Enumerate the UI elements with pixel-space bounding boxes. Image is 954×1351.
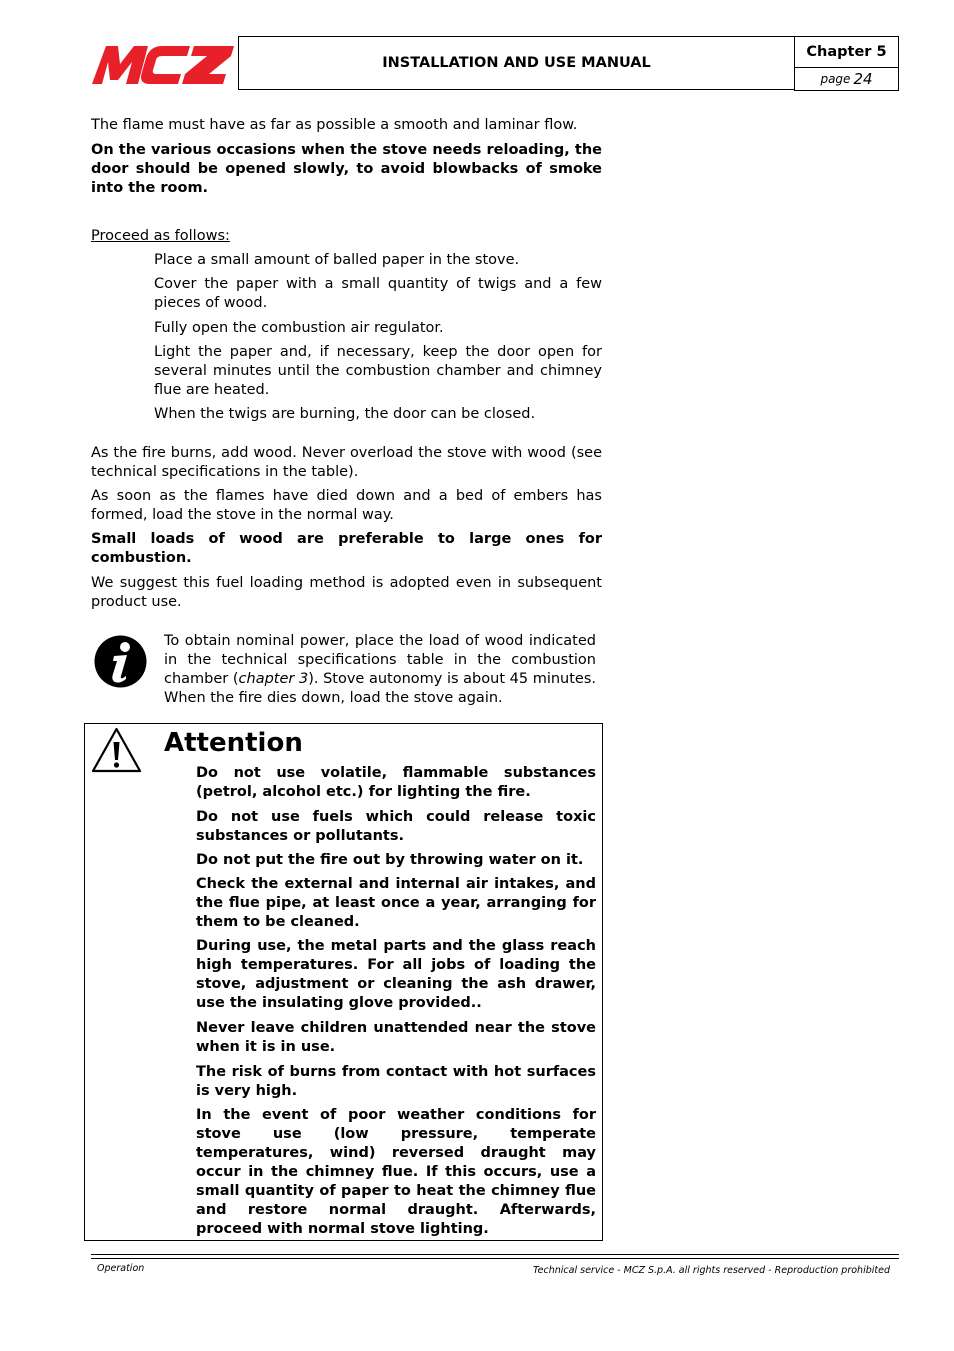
footer-copyright: Technical service - MCZ S.p.A. all rights reserved - Reproduction prohibited bbox=[533, 1265, 890, 1276]
paragraph-reloading-warning: On the various occasions when the stove needs reloading, the door should be opened slowly, to avoid blowbacks of smoke into the room. bbox=[91, 142, 602, 196]
paragraph-add-wood: As the fire burns, add wood. Never overload the stove with wood (see technical specifications in the table). bbox=[91, 445, 602, 480]
warning-icon bbox=[90, 726, 143, 774]
info-icon bbox=[93, 634, 148, 689]
attention-item: The risk of burns from contact with hot surfaces is very high. bbox=[196, 1064, 596, 1099]
paragraph-small-loads: Small loads of wood are preferable to large ones for combustion. bbox=[91, 531, 602, 566]
info-text-start: To obtain nominal power, place the load of wood indicated in the technical specifications table in the combustion chamber ( bbox=[164, 633, 596, 687]
attention-item: Check the external and internal air intakes, and the flue pipe, at least once a year, arranging for them to be cleaned. bbox=[196, 876, 596, 930]
page-label: page bbox=[820, 72, 851, 86]
chapter-label: Chapter 5 bbox=[794, 36, 899, 68]
page-number-box bbox=[794, 67, 899, 91]
mcz-logo bbox=[92, 42, 234, 86]
step-item: When the twigs are burning, the door can be closed. bbox=[154, 406, 536, 422]
manual-title: INSTALLATION AND USE MANUAL bbox=[238, 36, 795, 90]
paragraph-embers: As soon as the flames have died down and a bed of embers has formed, load the stove in the normal way. bbox=[91, 488, 602, 523]
step-item: Light the paper and, if necessary, keep the door open for several minutes until the combustion chamber and chimney flue are heated. bbox=[154, 344, 602, 398]
footer-rule bbox=[91, 1254, 899, 1255]
info-note bbox=[164, 632, 596, 708]
step-item: Fully open the combustion air regulator. bbox=[154, 320, 444, 336]
footer-rule bbox=[91, 1258, 899, 1259]
attention-item: Never leave children unattended near the stove when it is in use. bbox=[196, 1020, 596, 1055]
step-item: Place a small amount of balled paper in the stove. bbox=[154, 252, 520, 268]
attention-item: In the event of poor weather conditions for stove use (low pressure, temperate temperatures, wind) reversed draught may occur in the chimney flue. If this occurs, use a small quantity of paper to heat the chimney flue and restore normal draught. Afterwards, proceed with normal stove lighting. bbox=[196, 1107, 596, 1237]
attention-item: During use, the metal parts and the glass reach high temperatures. For all jobs of loading the stove, adjustment or cleaning the ash drawer, use the insulating glove provided.. bbox=[196, 938, 596, 1011]
proceed-label: Proceed as follows: bbox=[91, 228, 230, 244]
chapter-reference: chapter 3 bbox=[238, 671, 309, 687]
paragraph-flame: The flame must have as far as possible a smooth and laminar flow. bbox=[91, 117, 578, 133]
attention-item: Do not use volatile, flammable substances (petrol, alcohol etc.) for lighting the fire. bbox=[196, 765, 596, 800]
attention-title: Attention bbox=[164, 728, 303, 758]
paragraph-suggest: We suggest this fuel loading method is adopted even in subsequent product use. bbox=[91, 575, 602, 610]
attention-item: Do not put the fire out by throwing water on it. bbox=[196, 852, 584, 868]
proceed-heading bbox=[91, 227, 602, 246]
page-number: 24 bbox=[853, 70, 873, 88]
info-text-end: ). Stove autonomy is about 45 minutes. When the fire dies down, load the stove again. bbox=[164, 671, 596, 706]
footer-section: Operation bbox=[97, 1263, 145, 1274]
attention-item: Do not use fuels which could release toxic substances or pollutants. bbox=[196, 809, 596, 844]
step-item: Cover the paper with a small quantity of twigs and a few pieces of wood. bbox=[154, 276, 602, 311]
